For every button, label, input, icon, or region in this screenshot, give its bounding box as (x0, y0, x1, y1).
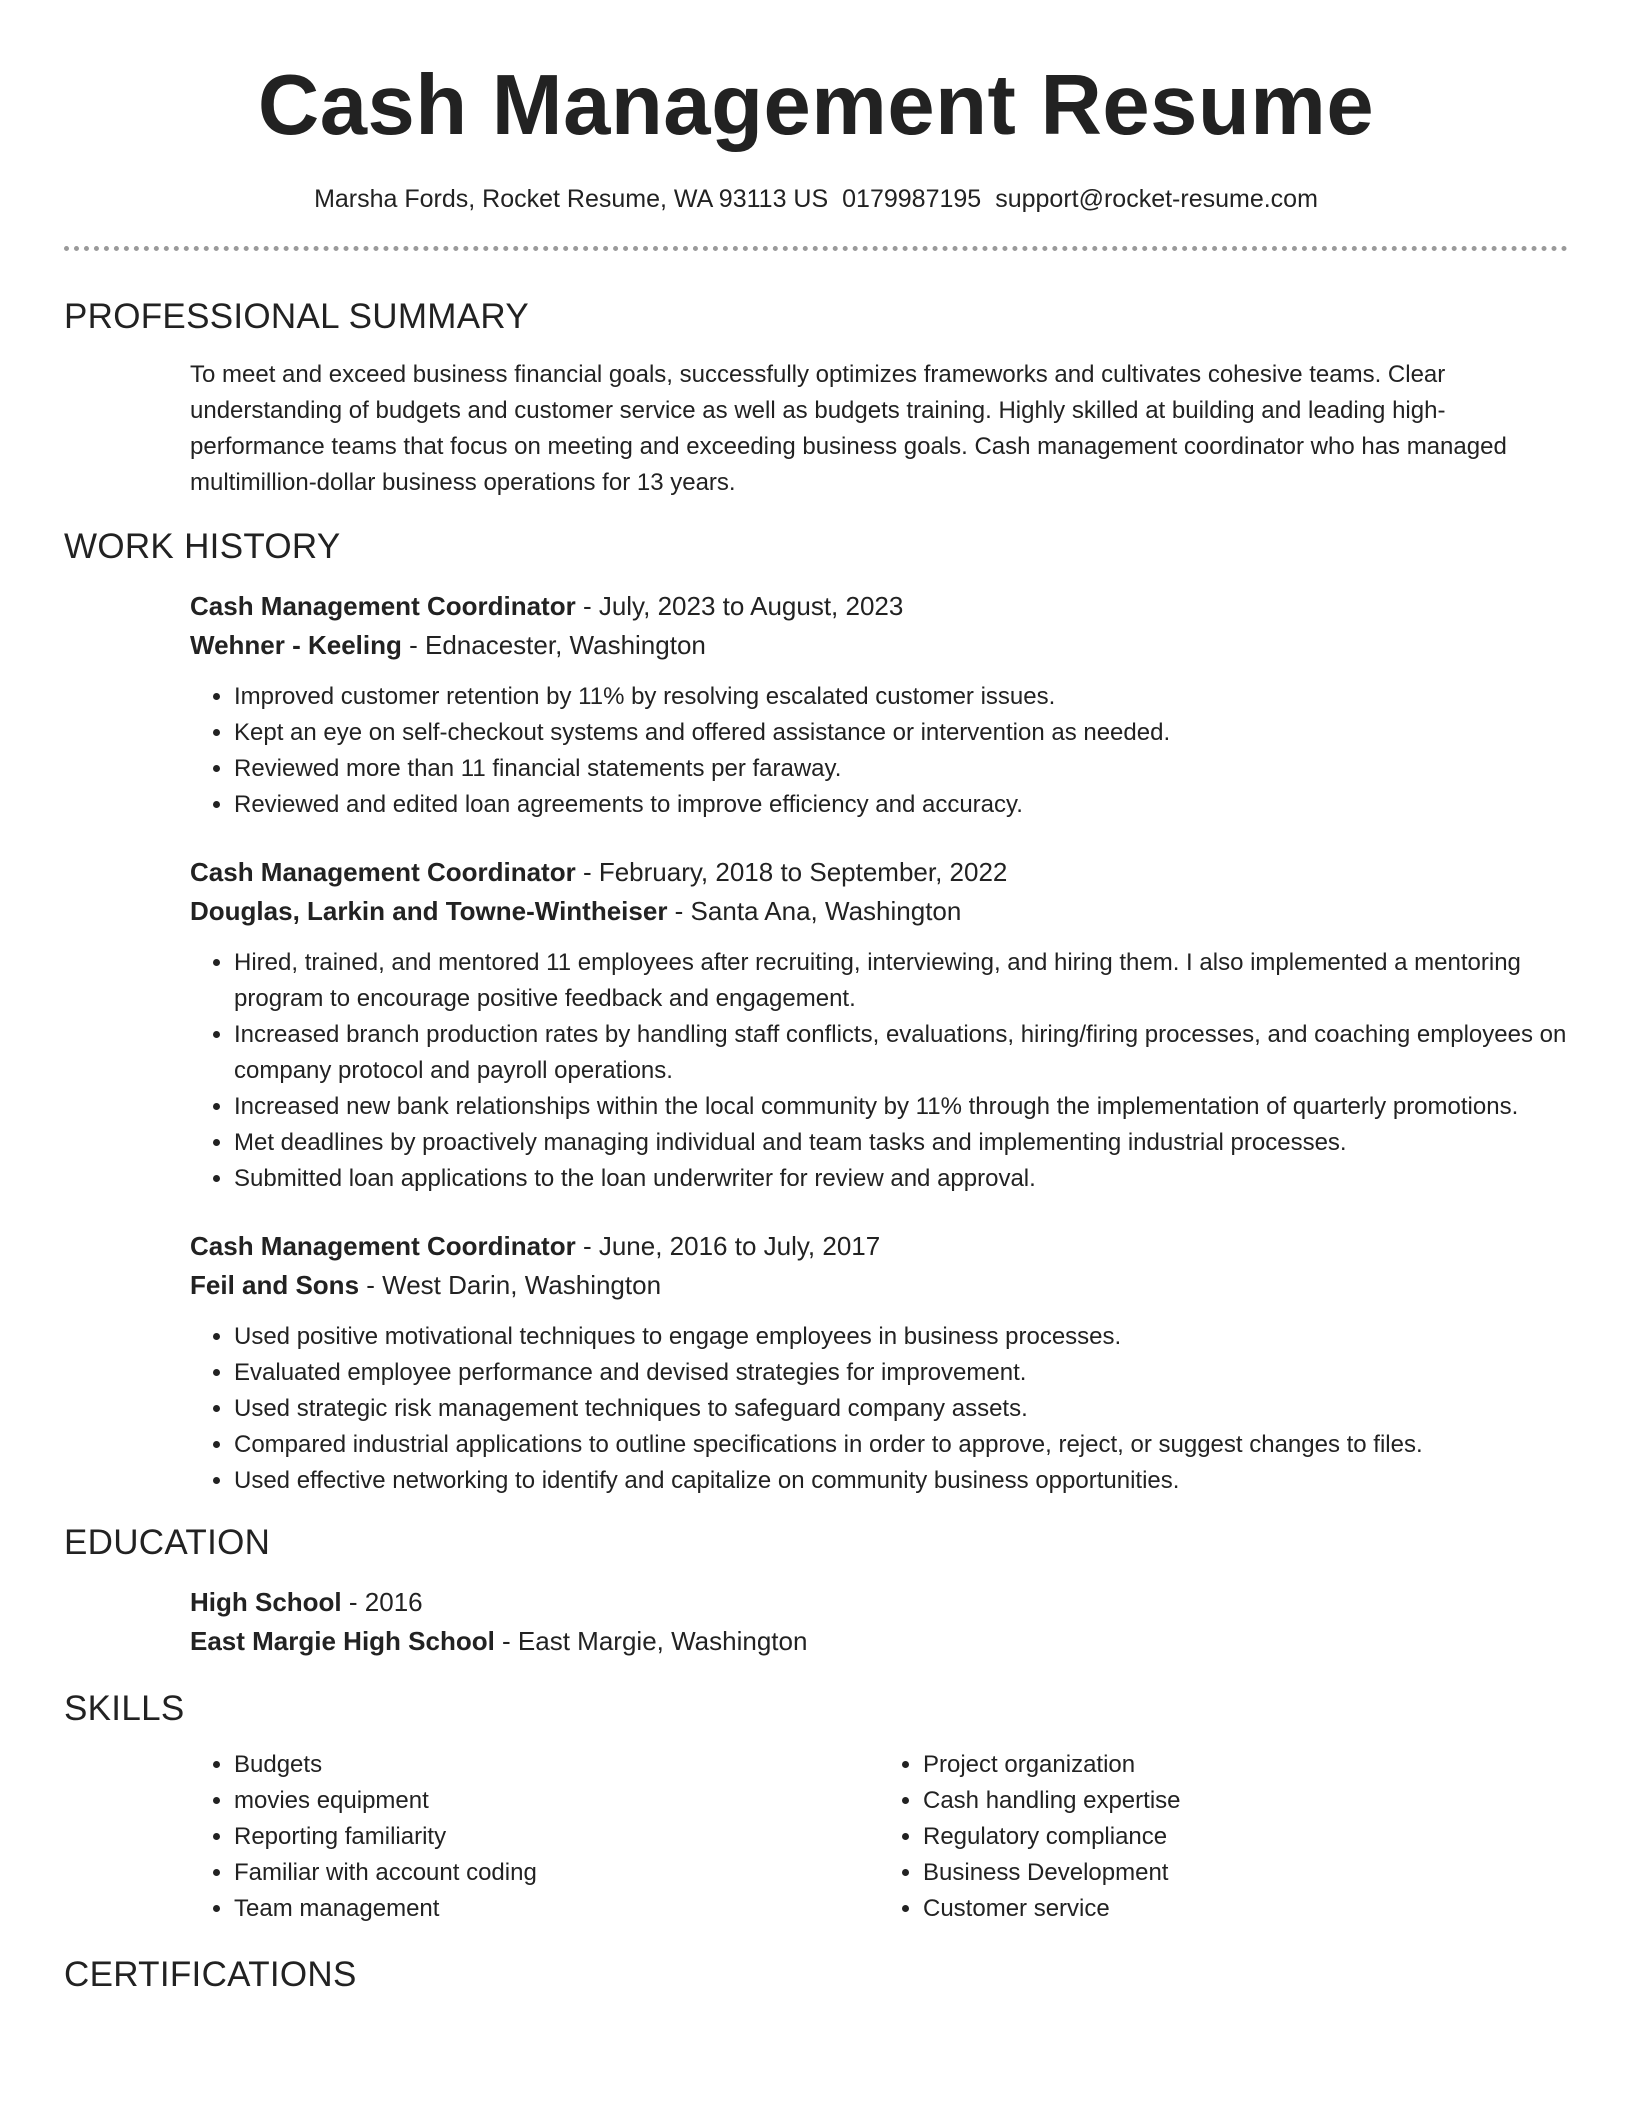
job-bullet: • Increased new bank relationships within the local community by 11% through the implementation of quarterly promotions. (234, 1089, 1568, 1125)
job-title-line (190, 1227, 1568, 1266)
job-bullet: • Used positive motivational techniques to engage employees in business processes. (234, 1319, 1568, 1355)
skill-item: • Regulatory compliance (923, 1819, 1568, 1855)
education-entry (190, 1583, 1568, 1661)
job-bullet: • Improved customer retention by 11% by resolving escalated customer issues. (234, 679, 1568, 715)
job-bullet: • Increased branch production rates by handling staff conflicts, evaluations, hiring/firing processes, and coaching employees on company protocol and payroll operations. (234, 1017, 1568, 1089)
job-bullet: • Used strategic risk management techniques to safeguard company assets. (234, 1391, 1568, 1427)
job-company: Douglas, Larkin and Towne-Wintheiser (190, 896, 668, 926)
skill-item: • Project organization (923, 1747, 1568, 1783)
job-bullets (190, 945, 1568, 1197)
job-dates: - June, 2016 to July, 2017 (575, 1231, 881, 1261)
job-bullet: • Compared industrial applications to outline specifications in order to approve, reject, or suggest changes to files. (234, 1427, 1568, 1463)
contact-phone: 0179987195 (842, 185, 982, 213)
education-year: - 2016 (341, 1587, 423, 1617)
job-company-line (190, 892, 1568, 931)
job-title: Cash Management Coordinator (190, 591, 576, 621)
job-bullets (190, 1319, 1568, 1499)
job-bullet: • Evaluated employee performance and devised strategies for improvement. (234, 1355, 1568, 1391)
education-degree-line (190, 1583, 1568, 1622)
job-company: Wehner - Keeling (190, 630, 402, 660)
job-title-line (190, 587, 1568, 626)
skills-column-left (190, 1747, 879, 1927)
job-entry (190, 587, 1568, 823)
skill-item: • Reporting familiarity (234, 1819, 879, 1855)
section-heading-summary: PROFESSIONAL SUMMARY (64, 297, 529, 336)
dotted-divider (64, 246, 1568, 251)
skills-column-right (879, 1747, 1568, 1927)
section-heading-certifications: CERTIFICATIONS (64, 1955, 357, 1994)
job-title-line (190, 853, 1568, 892)
job-company-line (190, 626, 1568, 665)
job-location: - West Darin, Washington (359, 1270, 662, 1300)
job-location: - Santa Ana, Washington (667, 896, 962, 926)
job-title: Cash Management Coordinator (190, 1231, 576, 1261)
skills-grid (190, 1747, 1568, 1927)
skill-item: • Budgets (234, 1747, 879, 1783)
job-bullet: • Hired, trained, and mentored 11 employees after recruiting, interviewing, and hiring them. I also implemented a mentoring program to encourage positive feedback and engagement. (234, 945, 1568, 1017)
job-bullet: • Submitted loan applications to the loan underwriter for review and approval. (234, 1161, 1568, 1197)
job-title: Cash Management Coordinator (190, 857, 576, 887)
job-bullet: • Met deadlines by proactively managing individual and team tasks and implementing industrial processes. (234, 1125, 1568, 1161)
summary-text: To meet and exceed business financial goals, successfully optimizes frameworks and cultivates cohesive teams. Clear understanding of budgets and customer service as well as budgets training. Highly skilled at building and leading high-performance teams that focus on meeting and exceeding business goals. Cash management coordinator who has managed multimillion-dollar business operations for 13 years. (190, 361, 1507, 496)
job-location: - Ednacester, Washington (401, 630, 706, 660)
skill-item: • Team management (234, 1891, 879, 1927)
job-bullet: • Reviewed and edited loan agreements to improve efficiency and accuracy. (234, 787, 1568, 823)
contact-address: Marsha Fords, Rocket Resume, WA 93113 US (314, 185, 829, 213)
job-bullet: • Kept an eye on self-checkout systems and offered assistance or intervention as needed. (234, 715, 1568, 751)
section-heading-skills: SKILLS (64, 1689, 185, 1728)
job-dates: - July, 2023 to August, 2023 (575, 591, 904, 621)
summary-block (190, 357, 1568, 501)
education-school: East Margie High School (190, 1626, 495, 1656)
job-bullets (190, 679, 1568, 823)
skill-item: • Familiar with account coding (234, 1855, 879, 1891)
skill-item: • Customer service (923, 1891, 1568, 1927)
education-degree: High School (190, 1587, 342, 1617)
job-bullet: • Used effective networking to identify and capitalize on community business opportunities. (234, 1463, 1568, 1499)
education-location: - East Margie, Washington (494, 1626, 808, 1656)
resume-title: Cash Management Resume (257, 58, 1375, 153)
job-dates: - February, 2018 to September, 2022 (575, 857, 1008, 887)
job-entry (190, 1227, 1568, 1499)
contact-line (64, 182, 1568, 216)
job-company: Feil and Sons (190, 1270, 360, 1300)
contact-email: support@rocket-resume.com (995, 185, 1318, 213)
skill-item: • movies equipment (234, 1783, 879, 1819)
section-heading-education: EDUCATION (64, 1523, 271, 1562)
job-entry (190, 853, 1568, 1197)
job-company-line (190, 1266, 1568, 1305)
job-bullet: • Reviewed more than 11 financial statements per faraway. (234, 751, 1568, 787)
skill-item: • Business Development (923, 1855, 1568, 1891)
section-heading-work-history: WORK HISTORY (64, 527, 341, 566)
education-school-line (190, 1622, 1568, 1661)
skill-item: • Cash handling expertise (923, 1783, 1568, 1819)
